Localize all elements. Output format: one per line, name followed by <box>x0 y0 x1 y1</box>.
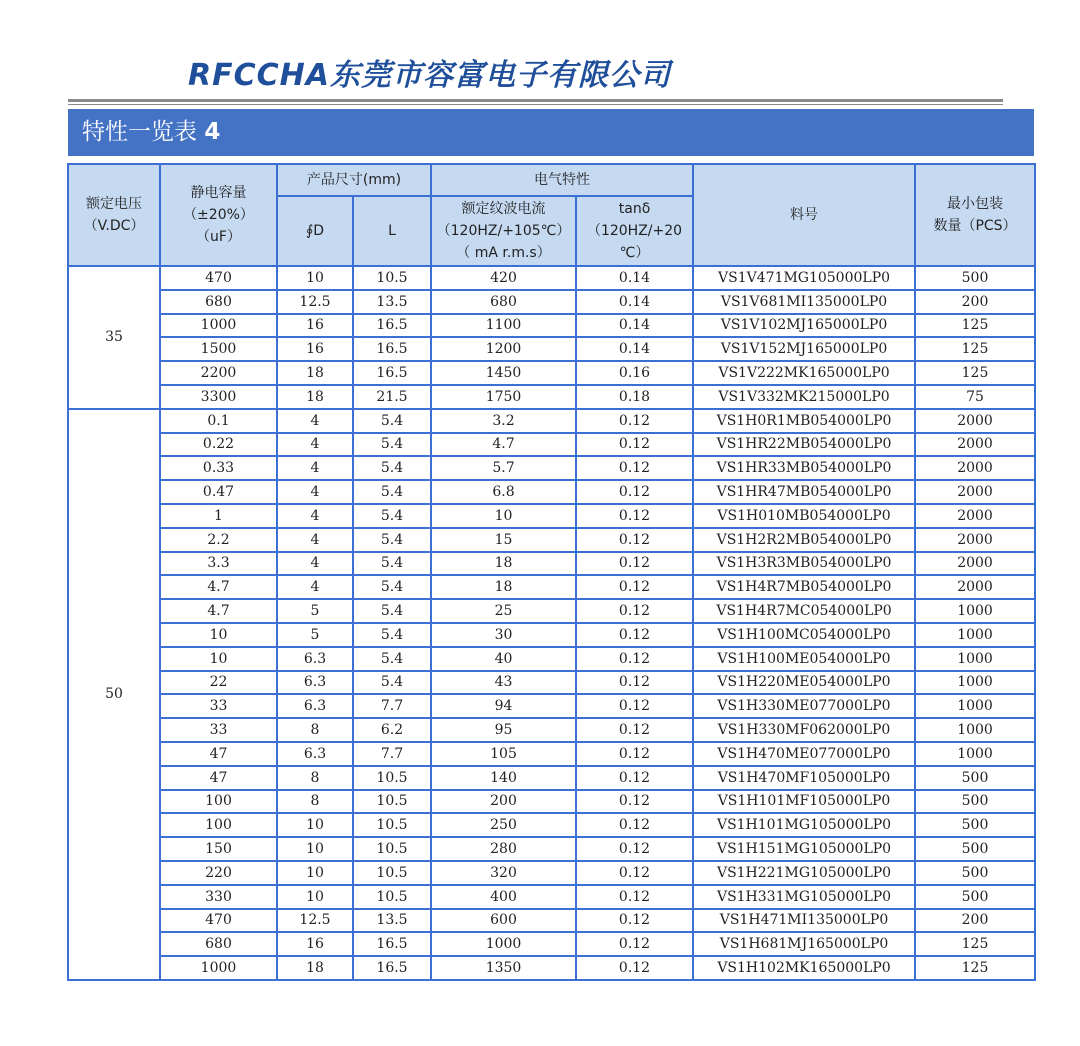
min-pack-cell: 1000 <box>915 599 1035 623</box>
capacitance-cell: 2.2 <box>160 528 277 552</box>
capacitance-cell: 220 <box>160 861 277 885</box>
diameter-cell: 8 <box>277 718 353 742</box>
length-cell: 5.4 <box>353 504 431 528</box>
tan-delta-cell: 0.12 <box>576 528 693 552</box>
capacitance-cell: 1000 <box>160 314 277 338</box>
banner-title: 特性一览表 <box>82 119 197 145</box>
length-cell: 21.5 <box>353 385 431 409</box>
capacitance-cell: 33 <box>160 694 277 718</box>
header-ripple-current: 额定纹波电流 （120HZ/+105℃） （ mA r.m.s） <box>431 196 576 266</box>
min-pack-cell: 200 <box>915 290 1035 314</box>
ripple-current-cell: 43 <box>431 671 576 695</box>
capacitance-cell: 47 <box>160 766 277 790</box>
part-number-cell: VS1H151MG105000LP0 <box>693 837 915 861</box>
diameter-cell: 4 <box>277 552 353 576</box>
min-pack-cell: 125 <box>915 361 1035 385</box>
tan-delta-cell: 0.12 <box>576 885 693 909</box>
tan-delta-cell: 0.12 <box>576 766 693 790</box>
table-row <box>68 766 1035 790</box>
tan-delta-cell: 0.12 <box>576 480 693 504</box>
table-row <box>68 266 1035 290</box>
diameter-cell: 5 <box>277 623 353 647</box>
table-row <box>68 671 1035 695</box>
ripple-current-cell: 320 <box>431 861 576 885</box>
voltage-cell: 35 <box>68 266 160 409</box>
diameter-cell: 16 <box>277 932 353 956</box>
length-cell: 10.5 <box>353 790 431 814</box>
diameter-cell: 10 <box>277 266 353 290</box>
part-number-cell: VS1H3R3MB054000LP0 <box>693 552 915 576</box>
diameter-cell: 4 <box>277 575 353 599</box>
capacitance-cell: 0.1 <box>160 409 277 433</box>
table-row <box>68 456 1035 480</box>
length-cell: 16.5 <box>353 956 431 980</box>
capacitance-cell: 1 <box>160 504 277 528</box>
min-pack-cell: 2000 <box>915 409 1035 433</box>
length-cell: 6.2 <box>353 718 431 742</box>
ripple-current-cell: 30 <box>431 623 576 647</box>
diameter-cell: 4 <box>277 504 353 528</box>
tan-delta-cell: 0.12 <box>576 409 693 433</box>
diameter-cell: 4 <box>277 456 353 480</box>
diameter-cell: 5 <box>277 599 353 623</box>
header-diameter: ∮D <box>277 196 353 266</box>
tan-delta-cell: 0.12 <box>576 742 693 766</box>
company-brand: RFCCHA东莞市容富电子有限公司 <box>188 58 671 93</box>
capacitance-cell: 33 <box>160 718 277 742</box>
capacitance-cell: 1000 <box>160 956 277 980</box>
length-cell: 5.4 <box>353 575 431 599</box>
min-pack-cell: 500 <box>915 266 1035 290</box>
min-pack-cell: 500 <box>915 861 1035 885</box>
min-pack-cell: 1000 <box>915 671 1035 695</box>
part-number-cell: VS1H470ME077000LP0 <box>693 742 915 766</box>
part-number-cell: VS1HR47MB054000LP0 <box>693 480 915 504</box>
table-row <box>68 623 1035 647</box>
diameter-cell: 12.5 <box>277 290 353 314</box>
ripple-current-cell: 25 <box>431 599 576 623</box>
table-row <box>68 575 1035 599</box>
diameter-cell: 8 <box>277 790 353 814</box>
min-pack-cell: 125 <box>915 314 1035 338</box>
part-number-cell: VS1HR33MB054000LP0 <box>693 456 915 480</box>
min-pack-cell: 500 <box>915 813 1035 837</box>
tan-delta-cell: 0.12 <box>576 552 693 576</box>
min-pack-cell: 2000 <box>915 480 1035 504</box>
tan-delta-cell: 0.12 <box>576 837 693 861</box>
part-number-cell: VS1V152MJ165000LP0 <box>693 337 915 361</box>
table-row <box>68 314 1035 338</box>
part-number-cell: VS1V332MK215000LP0 <box>693 385 915 409</box>
diameter-cell: 4 <box>277 528 353 552</box>
capacitance-cell: 470 <box>160 909 277 933</box>
header-tan-delta: tanδ （120HZ/+20 ℃） <box>576 196 693 266</box>
length-cell: 5.4 <box>353 623 431 647</box>
capacitance-cell: 680 <box>160 932 277 956</box>
diameter-cell: 18 <box>277 956 353 980</box>
section-banner <box>68 109 1034 156</box>
table-row <box>68 528 1035 552</box>
capacitance-cell: 150 <box>160 837 277 861</box>
capacitance-cell: 100 <box>160 813 277 837</box>
diameter-cell: 6.3 <box>277 694 353 718</box>
part-number-cell: VS1H471MI135000LP0 <box>693 909 915 933</box>
tan-delta-cell: 0.14 <box>576 314 693 338</box>
diameter-cell: 4 <box>277 480 353 504</box>
part-number-cell: VS1H101MG105000LP0 <box>693 813 915 837</box>
part-number-cell: VS1V222MK165000LP0 <box>693 361 915 385</box>
capacitance-cell: 100 <box>160 790 277 814</box>
min-pack-cell: 1000 <box>915 647 1035 671</box>
table-row <box>68 409 1035 433</box>
table-row <box>68 385 1035 409</box>
part-number-cell: VS1H220ME054000LP0 <box>693 671 915 695</box>
diameter-cell: 18 <box>277 385 353 409</box>
part-number-cell: VS1H470MF105000LP0 <box>693 766 915 790</box>
min-pack-cell: 2000 <box>915 575 1035 599</box>
capacitance-cell: 10 <box>160 647 277 671</box>
ripple-current-cell: 18 <box>431 552 576 576</box>
ripple-current-cell: 1200 <box>431 337 576 361</box>
min-pack-cell: 500 <box>915 766 1035 790</box>
capacitance-cell: 0.47 <box>160 480 277 504</box>
header-rule <box>68 99 1003 102</box>
ripple-current-cell: 4.7 <box>431 433 576 457</box>
diameter-cell: 16 <box>277 314 353 338</box>
part-number-cell: VS1H221MG105000LP0 <box>693 861 915 885</box>
ripple-current-cell: 1750 <box>431 385 576 409</box>
tan-delta-cell: 0.12 <box>576 647 693 671</box>
diameter-cell: 6.3 <box>277 647 353 671</box>
tan-delta-cell: 0.12 <box>576 694 693 718</box>
table-row <box>68 337 1035 361</box>
length-cell: 5.4 <box>353 528 431 552</box>
part-number-cell: VS1H100MC054000LP0 <box>693 623 915 647</box>
length-cell: 10.5 <box>353 813 431 837</box>
capacitance-cell: 47 <box>160 742 277 766</box>
table-row <box>68 504 1035 528</box>
min-pack-cell: 2000 <box>915 528 1035 552</box>
table-row <box>68 932 1035 956</box>
ripple-current-cell: 1100 <box>431 314 576 338</box>
min-pack-cell: 125 <box>915 337 1035 361</box>
min-pack-cell: 500 <box>915 885 1035 909</box>
voltage-cell: 50 <box>68 409 160 980</box>
diameter-cell: 4 <box>277 433 353 457</box>
tan-delta-cell: 0.12 <box>576 813 693 837</box>
capacitance-cell: 2200 <box>160 361 277 385</box>
header-length: L <box>353 196 431 266</box>
ripple-current-cell: 1350 <box>431 956 576 980</box>
tan-delta-cell: 0.12 <box>576 861 693 885</box>
header-rule-thin <box>68 104 1003 105</box>
capacitance-cell: 470 <box>160 266 277 290</box>
min-pack-cell: 2000 <box>915 456 1035 480</box>
length-cell: 10.5 <box>353 861 431 885</box>
table-row <box>68 813 1035 837</box>
table-row <box>68 599 1035 623</box>
length-cell: 10.5 <box>353 885 431 909</box>
length-cell: 7.7 <box>353 694 431 718</box>
part-number-cell: VS1H100ME054000LP0 <box>693 647 915 671</box>
capacitance-cell: 680 <box>160 290 277 314</box>
header-capacitance: 静电容量 （±20%） （uF） <box>160 164 277 266</box>
capacitance-cell: 330 <box>160 885 277 909</box>
length-cell: 5.4 <box>353 409 431 433</box>
diameter-cell: 4 <box>277 409 353 433</box>
ripple-current-cell: 5.7 <box>431 456 576 480</box>
min-pack-cell: 1000 <box>915 623 1035 647</box>
min-pack-cell: 1000 <box>915 694 1035 718</box>
tan-delta-cell: 0.12 <box>576 909 693 933</box>
min-pack-cell: 75 <box>915 385 1035 409</box>
diameter-cell: 12.5 <box>277 909 353 933</box>
part-number-cell: VS1H101MF105000LP0 <box>693 790 915 814</box>
banner-number: 4 <box>204 119 221 145</box>
ripple-current-cell: 10 <box>431 504 576 528</box>
capacitance-cell: 3.3 <box>160 552 277 576</box>
header-electrical: 电气特性 <box>431 164 693 196</box>
table-row <box>68 552 1035 576</box>
header-size: 产品尺寸(mm) <box>277 164 431 196</box>
tan-delta-cell: 0.12 <box>576 504 693 528</box>
tan-delta-cell: 0.14 <box>576 290 693 314</box>
length-cell: 5.4 <box>353 480 431 504</box>
ripple-current-cell: 420 <box>431 266 576 290</box>
table-row <box>68 790 1035 814</box>
characteristics-table <box>67 163 1036 981</box>
part-number-cell: VS1H102MK165000LP0 <box>693 956 915 980</box>
min-pack-cell: 500 <box>915 837 1035 861</box>
table-row <box>68 718 1035 742</box>
ripple-current-cell: 40 <box>431 647 576 671</box>
min-pack-cell: 1000 <box>915 718 1035 742</box>
diameter-cell: 18 <box>277 361 353 385</box>
part-number-cell: VS1H4R7MB054000LP0 <box>693 575 915 599</box>
capacitance-cell: 0.22 <box>160 433 277 457</box>
ripple-current-cell: 200 <box>431 790 576 814</box>
header-voltage: 额定电压 （V.DC） <box>68 164 160 266</box>
part-number-cell: VS1H010MB054000LP0 <box>693 504 915 528</box>
ripple-current-cell: 1450 <box>431 361 576 385</box>
diameter-cell: 10 <box>277 861 353 885</box>
part-number-cell: VS1HR22MB054000LP0 <box>693 433 915 457</box>
ripple-current-cell: 140 <box>431 766 576 790</box>
capacitance-cell: 0.33 <box>160 456 277 480</box>
part-number-cell: VS1H0R1MB054000LP0 <box>693 409 915 433</box>
table-row <box>68 647 1035 671</box>
tan-delta-cell: 0.12 <box>576 599 693 623</box>
ripple-current-cell: 18 <box>431 575 576 599</box>
tan-delta-cell: 0.12 <box>576 790 693 814</box>
tan-delta-cell: 0.18 <box>576 385 693 409</box>
capacitance-cell: 4.7 <box>160 575 277 599</box>
table-row <box>68 909 1035 933</box>
length-cell: 5.4 <box>353 433 431 457</box>
length-cell: 10.5 <box>353 266 431 290</box>
min-pack-cell: 125 <box>915 932 1035 956</box>
tan-delta-cell: 0.12 <box>576 623 693 647</box>
part-number-cell: VS1H681MJ165000LP0 <box>693 932 915 956</box>
diameter-cell: 10 <box>277 813 353 837</box>
diameter-cell: 10 <box>277 837 353 861</box>
ripple-current-cell: 3.2 <box>431 409 576 433</box>
length-cell: 5.4 <box>353 599 431 623</box>
ripple-current-cell: 15 <box>431 528 576 552</box>
length-cell: 7.7 <box>353 742 431 766</box>
length-cell: 5.4 <box>353 552 431 576</box>
table-row <box>68 885 1035 909</box>
table-row <box>68 480 1035 504</box>
ripple-current-cell: 600 <box>431 909 576 933</box>
header-part-number: 料号 <box>693 164 915 266</box>
part-number-cell: VS1V102MJ165000LP0 <box>693 314 915 338</box>
part-number-cell: VS1H330ME077000LP0 <box>693 694 915 718</box>
min-pack-cell: 200 <box>915 909 1035 933</box>
capacitance-cell: 22 <box>160 671 277 695</box>
diameter-cell: 8 <box>277 766 353 790</box>
tan-delta-cell: 0.14 <box>576 337 693 361</box>
tan-delta-cell: 0.12 <box>576 956 693 980</box>
length-cell: 16.5 <box>353 932 431 956</box>
length-cell: 13.5 <box>353 290 431 314</box>
table-row <box>68 861 1035 885</box>
part-number-cell: VS1H331MG105000LP0 <box>693 885 915 909</box>
tan-delta-cell: 0.12 <box>576 575 693 599</box>
tan-delta-cell: 0.12 <box>576 932 693 956</box>
table-row <box>68 742 1035 766</box>
ripple-current-cell: 95 <box>431 718 576 742</box>
tan-delta-cell: 0.12 <box>576 718 693 742</box>
ripple-current-cell: 105 <box>431 742 576 766</box>
ripple-current-cell: 94 <box>431 694 576 718</box>
length-cell: 5.4 <box>353 671 431 695</box>
tan-delta-cell: 0.14 <box>576 266 693 290</box>
diameter-cell: 6.3 <box>277 671 353 695</box>
ripple-current-cell: 6.8 <box>431 480 576 504</box>
length-cell: 13.5 <box>353 909 431 933</box>
part-number-cell: VS1V471MG105000LP0 <box>693 266 915 290</box>
capacitance-cell: 4.7 <box>160 599 277 623</box>
table-row <box>68 290 1035 314</box>
diameter-cell: 16 <box>277 337 353 361</box>
length-cell: 5.4 <box>353 647 431 671</box>
min-pack-cell: 1000 <box>915 742 1035 766</box>
length-cell: 16.5 <box>353 361 431 385</box>
part-number-cell: VS1V681MI135000LP0 <box>693 290 915 314</box>
ripple-current-cell: 400 <box>431 885 576 909</box>
tan-delta-cell: 0.12 <box>576 433 693 457</box>
tan-delta-cell: 0.16 <box>576 361 693 385</box>
ripple-current-cell: 680 <box>431 290 576 314</box>
part-number-cell: VS1H4R7MC054000LP0 <box>693 599 915 623</box>
ripple-current-cell: 250 <box>431 813 576 837</box>
capacitance-cell: 10 <box>160 623 277 647</box>
table-row <box>68 694 1035 718</box>
table-row <box>68 361 1035 385</box>
min-pack-cell: 125 <box>915 956 1035 980</box>
min-pack-cell: 2000 <box>915 552 1035 576</box>
diameter-cell: 6.3 <box>277 742 353 766</box>
table-row <box>68 837 1035 861</box>
min-pack-cell: 2000 <box>915 433 1035 457</box>
min-pack-cell: 2000 <box>915 504 1035 528</box>
table-body <box>68 266 1035 980</box>
length-cell: 10.5 <box>353 766 431 790</box>
diameter-cell: 10 <box>277 885 353 909</box>
table-row <box>68 433 1035 457</box>
length-cell: 5.4 <box>353 456 431 480</box>
tan-delta-cell: 0.12 <box>576 671 693 695</box>
tan-delta-cell: 0.12 <box>576 456 693 480</box>
capacitance-cell: 3300 <box>160 385 277 409</box>
ripple-current-cell: 280 <box>431 837 576 861</box>
table-header <box>68 164 1035 266</box>
length-cell: 10.5 <box>353 837 431 861</box>
length-cell: 16.5 <box>353 337 431 361</box>
length-cell: 16.5 <box>353 314 431 338</box>
capacitance-cell: 1500 <box>160 337 277 361</box>
min-pack-cell: 500 <box>915 790 1035 814</box>
part-number-cell: VS1H330MF062000LP0 <box>693 718 915 742</box>
header-min-pack: 最小包装 数量（PCS） <box>915 164 1035 266</box>
ripple-current-cell: 1000 <box>431 932 576 956</box>
table-row <box>68 956 1035 980</box>
part-number-cell: VS1H2R2MB054000LP0 <box>693 528 915 552</box>
